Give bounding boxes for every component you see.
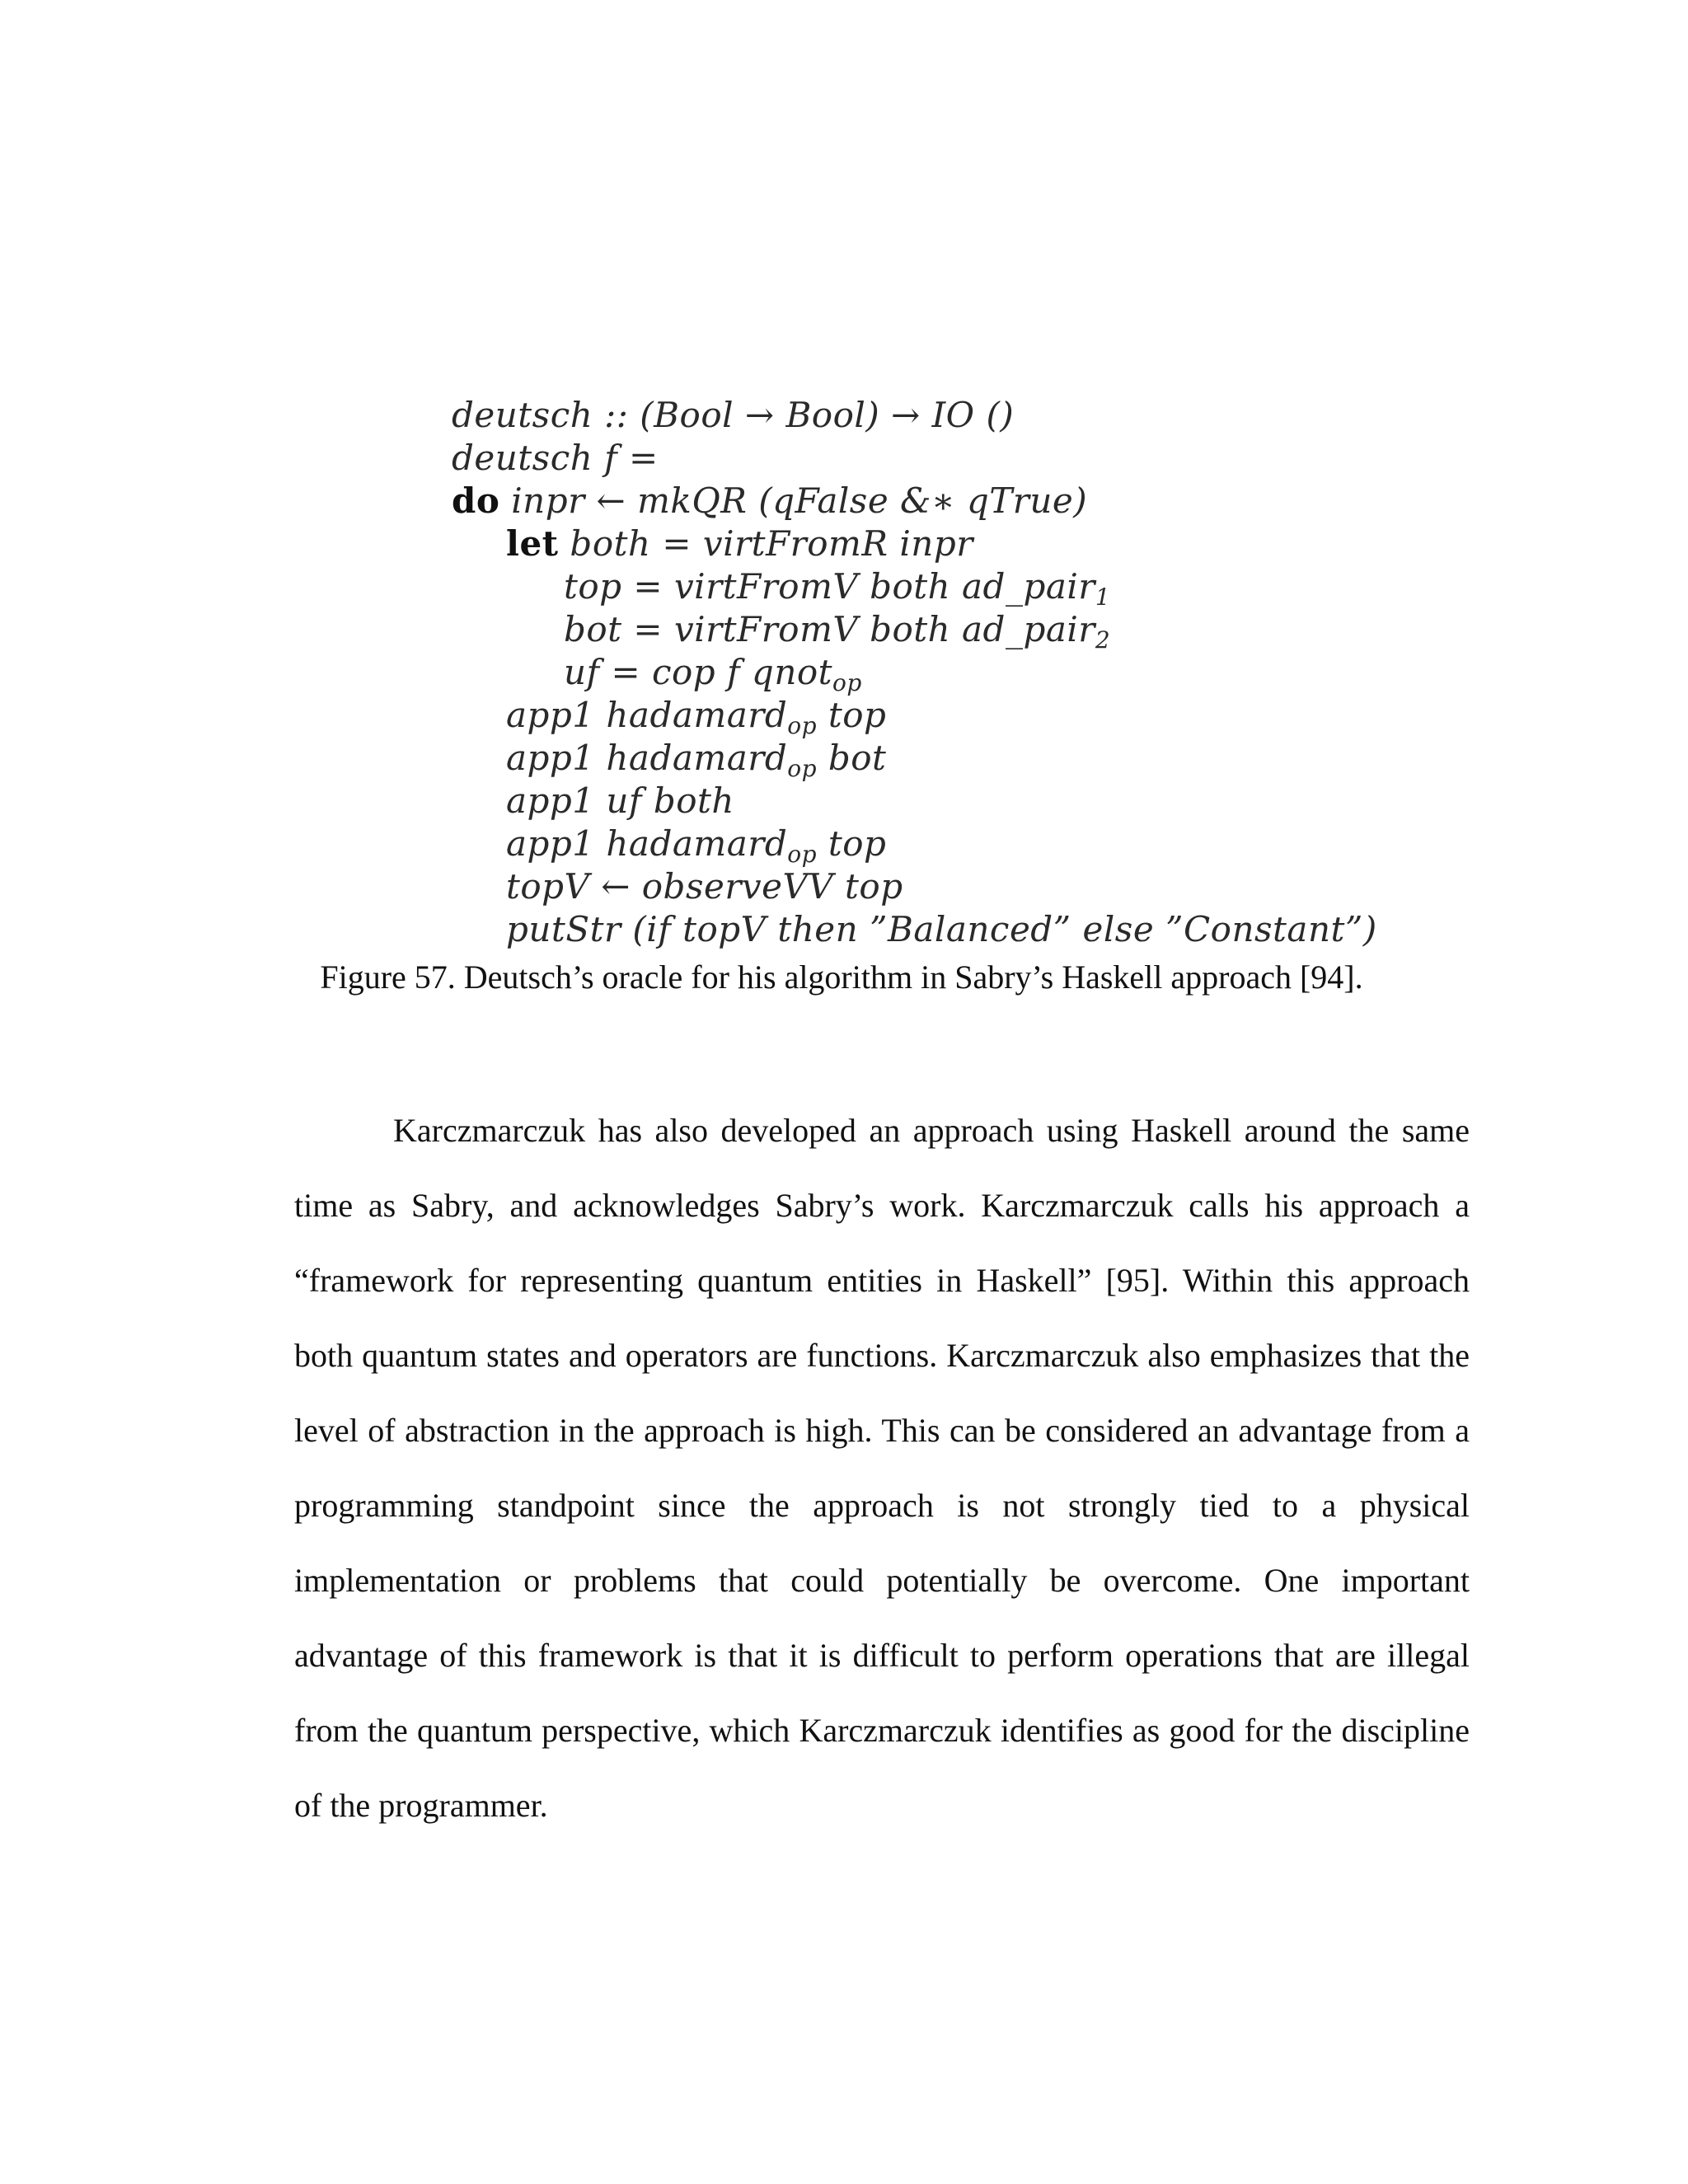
code-line-app-hadamard-top-2: app1 hadamard$_{op}$ top	[506, 823, 887, 868]
code-line-app-hadamard-bot: app1 hadamard$_{op}$ bot	[506, 738, 887, 782]
code-line-let: let both = virtFromR inpr	[506, 523, 973, 564]
code-line-bot: bot = virtFromV both ad_pair$_2$	[564, 609, 1111, 654]
body-paragraph: Karczmarczuk has also developed an approach using Haskell around the same time as Sabry, and acknowledges Sabry’s work. Karczmarczuk calls his approach a “framework for representing quantum entities in Haskell” [95]. Within this approach both quantum states and operators are functions. Karczmarczuk also emphasizes that the level of abstraction in the approach is high. This can be considered an advantage from a programming standpoint since the approach is not strongly tied to a physical implementation or problems that could potentially be overcome. One important advantage of this framework is that it is difficult to perform operations that are illegal from the quantum perspective, which Karczmarczuk identifies as good for the discipline of the programmer.	[294, 1112, 1470, 1824]
keyword-do: do	[452, 480, 500, 521]
code-line-app-uf: app1 uf both	[506, 780, 734, 821]
code-line-type-signature: deutsch :: (Bool → Bool) → IO ()	[452, 395, 1015, 435]
code-line-uf: uf = cop f qnot$_{op}$	[564, 652, 862, 696]
code-line-observe: topV ← observeVV top	[506, 866, 903, 907]
code-line-do: do inpr ← mkQR (qFalse &∗ qTrue)	[452, 480, 1088, 521]
code-line-putstr: putStr (if topV then ”Balanced” else ”Constant”)	[506, 909, 1377, 949]
code-line-app-hadamard-top: app1 hadamard$_{op}$ top	[506, 695, 887, 739]
code-line-top: top = virtFromV both ad_pair$_1$	[564, 566, 1111, 611]
keyword-let: let	[506, 523, 559, 564]
code-line-definition: deutsch f =	[452, 438, 659, 478]
figure-caption: Figure 57. Deutsch’s oracle for his algorithm in Sabry’s Haskell approach [94].	[320, 958, 1363, 996]
